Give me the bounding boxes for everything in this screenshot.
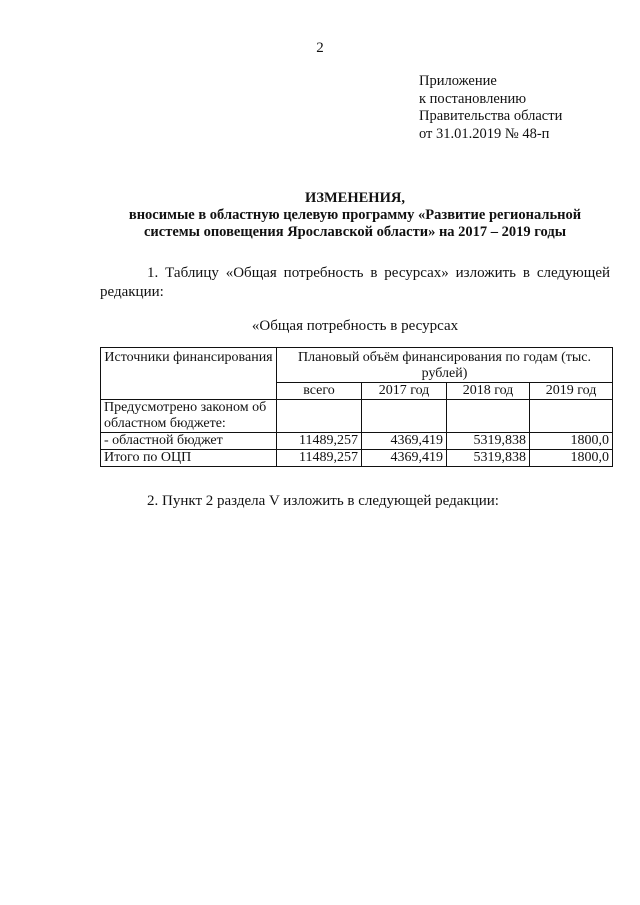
header-planned: Плановый объём финансирования по годам (тыс. рублей)	[277, 348, 613, 383]
header-2017: 2017 год	[362, 383, 447, 400]
appendix-block	[419, 73, 562, 143]
title-line: вносимые в областную целевую программу «Развитие региональной	[128, 207, 582, 223]
paragraph-2: 2. Пункт 2 раздела V изложить в следующей редакции:	[147, 493, 499, 509]
cell-2019: 1800,0	[530, 450, 613, 467]
table-row	[101, 450, 613, 467]
cell-2017	[362, 400, 447, 433]
cell-2018	[447, 400, 530, 433]
appendix-line: от 31.01.2019 № 48-п	[419, 125, 550, 142]
appendix-line: Приложение	[419, 73, 497, 89]
appendix-line: Правительства области	[419, 108, 563, 124]
table-header-row	[101, 348, 613, 383]
title-line: ИЗМЕНЕНИЯ,	[305, 190, 405, 206]
document-title	[100, 190, 610, 241]
header-2018: 2018 год	[447, 383, 530, 400]
table-caption: «Общая потребность в ресурсах	[251, 318, 459, 334]
cell-total: 11489,257	[277, 450, 362, 467]
table-row	[101, 433, 613, 450]
header-2019: 2019 год	[530, 383, 613, 400]
table-row	[101, 400, 613, 433]
cell-total	[277, 400, 362, 433]
cell-2017: 4369,419	[362, 433, 447, 450]
cell-2018: 5319,838	[447, 433, 530, 450]
header-total: всего	[277, 383, 362, 400]
cell-2018: 5319,838	[447, 450, 530, 467]
cell-2019: 1800,0	[530, 433, 613, 450]
row-label: Итого по ОЦП	[101, 450, 277, 467]
cell-2019	[530, 400, 613, 433]
row-label: Предусмотрено законом об областном бюджете:	[101, 400, 277, 433]
paragraph-1: 1. Таблицу «Общая потребность в ресурсах» изложить в следующей редакции:	[100, 265, 610, 300]
header-source: Источники финансирования	[101, 348, 277, 400]
row-label: - областной бюджет	[101, 433, 277, 450]
appendix-line: к постановлению	[419, 90, 527, 107]
cell-total: 11489,257	[277, 433, 362, 450]
resources-table	[100, 347, 613, 467]
page-number: 2	[316, 40, 324, 56]
title-line: системы оповещения Ярославской области» на 2017 – 2019 годы	[143, 224, 567, 240]
cell-2017: 4369,419	[362, 450, 447, 467]
